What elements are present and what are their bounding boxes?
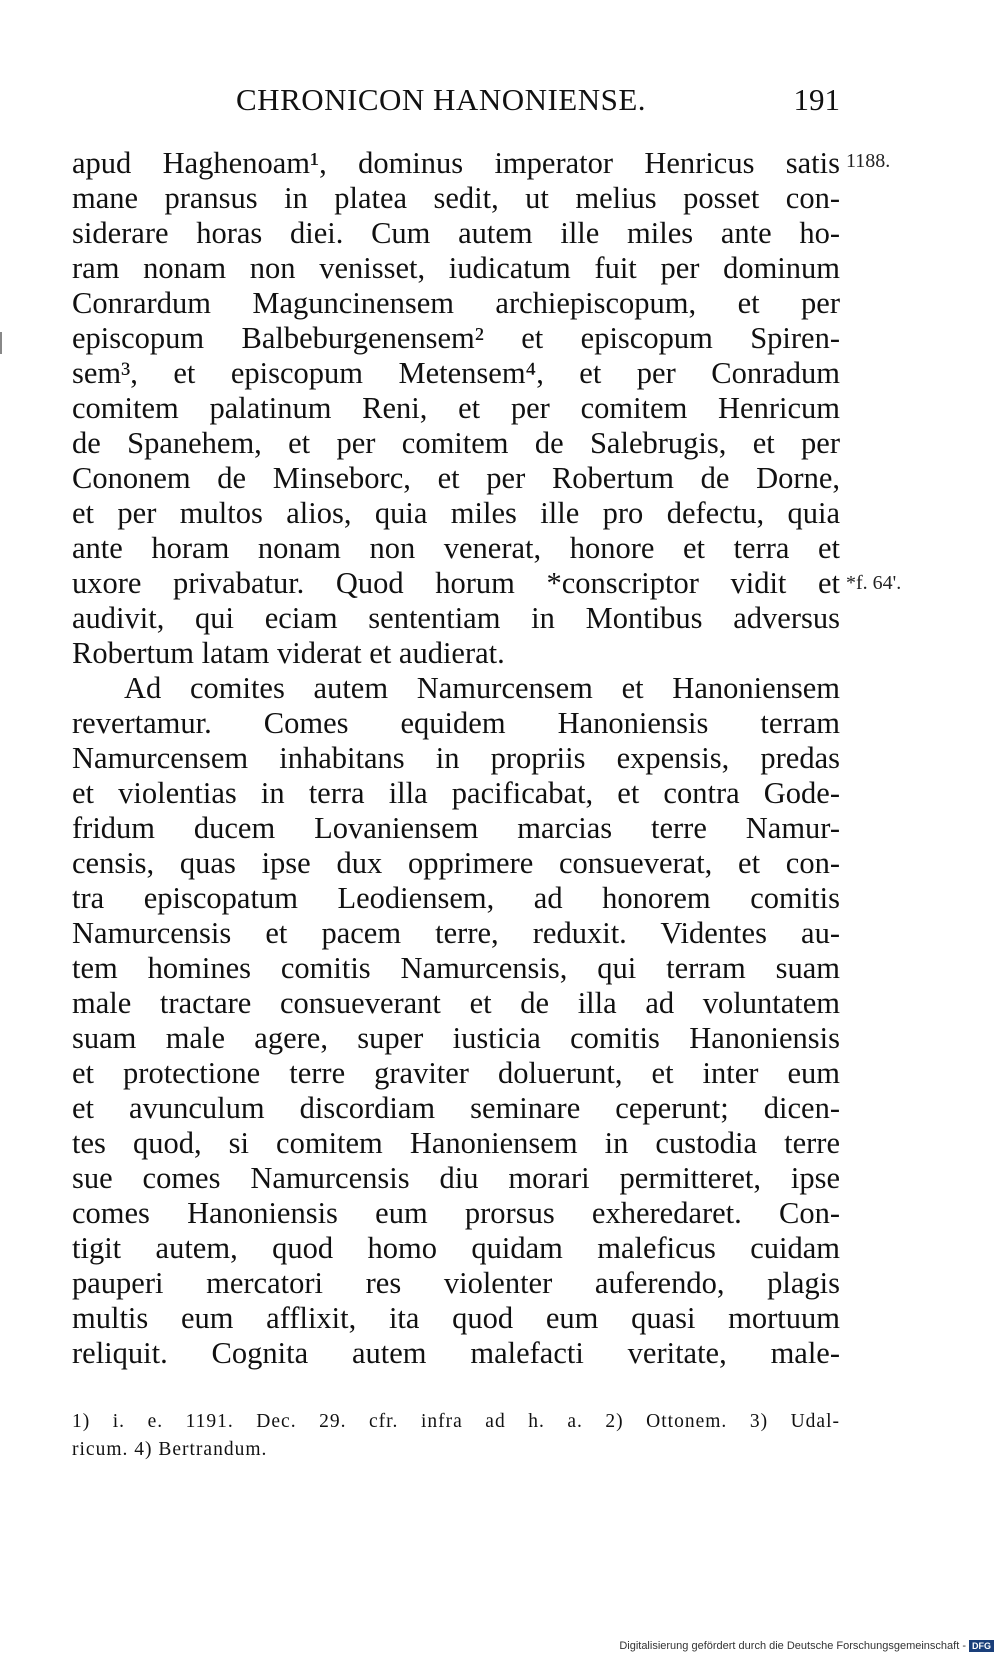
text-line: mane pransus in platea sedit, ut melius posset con- (72, 181, 840, 215)
text-line: ram nonam non venisset, iudicatum fuit per dominum (72, 251, 840, 285)
text-line: revertamur. Comes equidem Hanoniensis terram (72, 706, 840, 740)
text-line: episcopum Balbeburgenensem² et episcopum Spiren- (72, 321, 840, 355)
margin-folio-note: *f. 64'. (846, 572, 902, 594)
text-line: Namurcensem inhabitans in propriis expensis, predas (72, 741, 840, 775)
footnotes (72, 1408, 840, 1464)
text-line: tra episcopatum Leodiensem, ad honorem comitis (72, 881, 840, 915)
footnote-line: ricum. 4) Bertrandum. (72, 1439, 268, 1460)
text-line: Cononem de Minseborc, et per Robertum de Dorne, (72, 461, 840, 495)
paragraph-start-line: Ad comites autem Namurcensem et Hanoniensem (124, 671, 840, 705)
text-line: et violentias in terra illa pacificabat, et contra Gode- (72, 776, 840, 810)
text-line: et avunculum discordiam seminare ceperunt; dicen- (72, 1091, 840, 1125)
text-line: tigit autem, quod homo quidam maleficus cuidam (72, 1231, 840, 1265)
text-line: fridum ducem Lovaniensem marcias terre Namur- (72, 811, 840, 845)
text-line: comitem palatinum Reni, et per comitem Henricum (72, 391, 840, 425)
text-line: de Spanehem, et per comitem de Salebrugis, et per (72, 426, 840, 460)
text-line: sem³, et episcopum Metensem⁴, et per Conradum (72, 356, 840, 390)
footnote-line: 1) i. e. 1191. Dec. 29. cfr. infra ad h. a. 2) Ottonem. 3) Udal- (72, 1411, 840, 1432)
main-text (72, 146, 840, 1371)
margin-year-note: 1188. (846, 150, 891, 172)
text-line: tes quod, si comitem Hanoniensem in custodia terre (72, 1126, 840, 1160)
text-line: ante horam nonam non venerat, honore et terra et (72, 531, 840, 565)
text-line: audivit, qui eciam sententiam in Montibus adversus (72, 601, 840, 635)
text-line: suam male agere, super iusticia comitis Hanoniensis (72, 1021, 840, 1055)
running-head (72, 82, 840, 122)
funding-credit: Digitalisierung gefördert durch die Deutsche Forschungsgemeinschaft - (619, 1640, 966, 1652)
text-line: Namurcensis et pacem terre, reduxit. Videntes au- (72, 916, 840, 950)
text-line: sue comes Namurcensis diu morari permitteret, ipse (72, 1161, 840, 1195)
text-line: censis, quas ipse dux opprimere consueverat, et con- (72, 846, 840, 880)
text-line: multis eum afflixit, ita quod eum quasi mortuum (72, 1301, 840, 1335)
digitization-footer (619, 1640, 994, 1652)
page-number: 191 (793, 82, 840, 117)
text-line: et protectione terre graviter doluerunt, et inter eum (72, 1056, 840, 1090)
text-line: male tractare consueverant et de illa ad voluntatem (72, 986, 840, 1020)
paragraph-end-line: Robertum latam viderat et audierat. (72, 636, 505, 670)
text-line: apud Haghenoam¹, dominus imperator Henricus satis (72, 146, 840, 180)
text-line: et per multos alios, quia miles ille pro defectu, quia (72, 496, 840, 530)
text-line: Conrardum Maguncinensem archiepiscopum, et per (72, 286, 840, 320)
text-line: comes Hanoniensis eum prorsus exheredaret. Con- (72, 1196, 840, 1230)
scan-edge-mark (0, 332, 2, 354)
text-line: uxore privabatur. Quod horum *conscriptor vidit et (72, 566, 840, 600)
text-line: reliquit. Cognita autem malefacti veritate, male- (72, 1336, 840, 1370)
text-line: siderare horas diei. Cum autem ille miles ante ho- (72, 216, 840, 250)
text-line: pauperi mercatori res violenter auferendo, plagis (72, 1266, 840, 1300)
dfg-logo: DFG (969, 1640, 994, 1652)
running-title: CHRONICON HANONIENSE. (236, 82, 647, 117)
text-line: tem homines comitis Namurcensis, qui terram suam (72, 951, 840, 985)
